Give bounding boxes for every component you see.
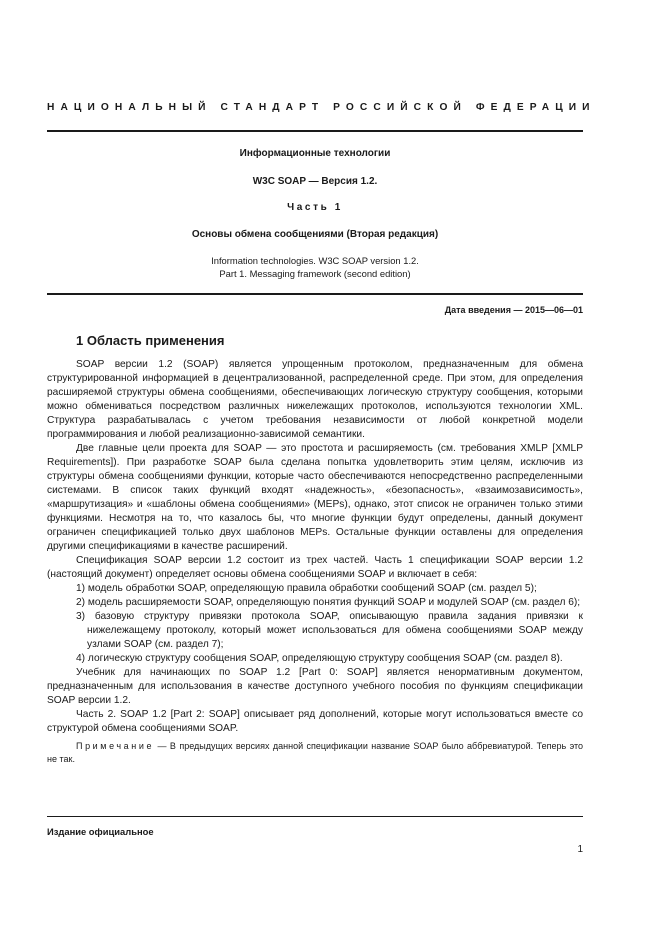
page-number: 1 bbox=[577, 844, 583, 855]
doc-part: Часть 1 bbox=[287, 202, 343, 213]
list-item: 1) модель обработки SOAP, определяющую правила обработки сообщений SOAP (см. раздел 5); bbox=[76, 583, 537, 594]
list-item: 3) базовую структуру привязки протокола SOAP, описывающую правила задания привязки к нижележащему протоколу, который может использоваться для обмена сообщениями SOAP между узлами SOAP (см. раздел 7); bbox=[76, 611, 583, 650]
paragraph: Спецификация SOAP версии 1.2 состоит из трех частей. Часть 1 спецификации SOAP версии 1.2 (настоящий документ) определяет основы обмена сообщениями SOAP и включает в себя: bbox=[47, 555, 583, 580]
title-rule bbox=[47, 293, 583, 295]
section-body bbox=[47, 358, 583, 766]
section-title: 1 Область применения bbox=[76, 333, 225, 348]
doc-subject: Информационные технологии bbox=[239, 148, 391, 159]
note bbox=[47, 740, 583, 766]
official-edition: Издание официальное bbox=[47, 826, 154, 837]
english-title-line-2: Part 1. Messaging framework (second edition) bbox=[219, 268, 411, 279]
list-item: 4) логическую структуру сообщения SOAP, определяющую структуру сообщения SOAP (см. раздел 8). bbox=[76, 653, 563, 664]
doc-part-title: Основы обмена сообщениями (Вторая редакция) bbox=[191, 229, 439, 240]
paragraph: Учебник для начинающих по SOAP 1.2 [Part 0: SOAP] является ненормативным документом, предназначенным для использования в качестве доступного учебного пособия по функциям спецификации SOAP версии 1.2. bbox=[47, 667, 583, 706]
paragraph: Две главные цели проекта для SOAP — это простота и расширяемость (см. требования XMLP [XMLP Requirements]). При разработке SOAP была сделана попытка удовлетворить этим целям, исключив из структуры обмена сообщениями функции, которые часто обеспечиваются непосредственно распределенными системами. В список таких функций входят «надежность», «безопасность», «взаимозависимость», «маршрутизация» и «шаблоны обмена сообщениями» (MEPs), однако, этот список не ограничен только этими функциями. Несмотря на то, что казалось бы, что многие функции будут определены, данный документ ограничен спецификацией только двух шаблонов MEPs. Остальные функции оставлены для определения другими спецификациями в качестве расширений. bbox=[47, 443, 583, 552]
doc-name: W3C SOAP — Версия 1.2. bbox=[252, 176, 378, 187]
note-text: — В предыдущих версиях данной спецификации название SOAP было аббревиатурой. Теперь это не так. bbox=[47, 741, 583, 764]
introduction-date: Дата введения — 2015—06—01 bbox=[444, 305, 583, 315]
note-label: Примечание bbox=[76, 741, 155, 751]
paragraph: SOAP версии 1.2 (SOAP) является упрощенным протоколом, предназначенным для обмена структурированной информацией в децентрализованной, распределенной среде. При этом, для определения расширяемой структуры обмена сообщениями, обеспечивающих логическую структуру сообщения, которыми можно обмениваться посредством различных нижележащих протоколов, используются технологии XML. Структура разрабатывалась с учетом требования независимости от любой конкретной модели программирования и любой реализационно-зависимой семантики. bbox=[47, 359, 583, 440]
header-rule bbox=[47, 130, 583, 132]
footer-rule bbox=[47, 816, 583, 817]
english-title-line-1: Information technologies. W3C SOAP version 1.2. bbox=[211, 255, 419, 266]
list-item: 2) модель расширяемости SOAP, определяющую понятия функций SOAP и модулей SOAP (см. раздел 6); bbox=[76, 597, 581, 608]
paragraph: Часть 2. SOAP 1.2 [Part 2: SOAP] описывает ряд дополнений, которые могут использоваться вместе со структурой обмена сообщениями SOAP. bbox=[47, 709, 583, 734]
standard-header: НАЦИОНАЛЬНЫЙ СТАНДАРТ РОССИЙСКОЙ ФЕДЕРАЦИИ bbox=[47, 102, 596, 113]
